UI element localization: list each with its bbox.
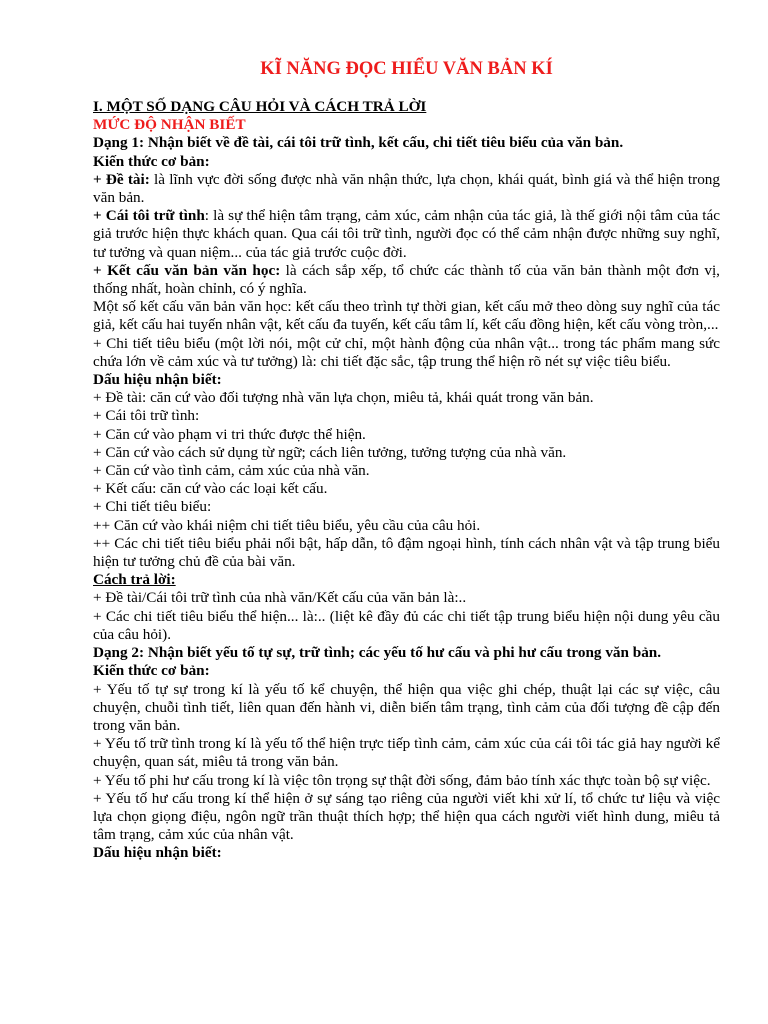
list-item: + Căn cứ vào phạm vi tri thức được thể hiện. (93, 425, 366, 443)
basic-knowledge-heading: Kiến thức cơ bản: (93, 152, 210, 170)
type1-heading: Dạng 1: Nhận biết về đề tài, cái tôi trữ tình, kết cấu, chi tiết tiêu biểu của văn bản. (93, 134, 624, 152)
level-label: MỨC ĐỘ NHẬN BIẾT (93, 116, 246, 134)
lyrical-self-paragraph (93, 207, 720, 262)
lyrical-self-text: : là sự thể hiện tâm trạng, cảm xúc, cảm nhận của tác giả, là thế giới nội tâm của tác giả trước hiện thực khách quan. Qua cái tôi trữ tình, người đọc có thể cảm nhận được những suy nghĩ, tư tưởng và quan niệm... của tác giả trước cuộc đời. (93, 207, 720, 261)
how-to-answer-heading: Cách trả lời: (93, 571, 176, 589)
list-item: ++ Căn cứ vào khái niệm chi tiết tiêu biểu, yêu cầu của câu hỏi. (93, 516, 481, 534)
lyrical-self-label: + Cái tôi trữ tình (93, 207, 205, 225)
signs-heading: Dấu hiệu nhận biết: (93, 371, 222, 389)
list-item: + Yếu tố tự sự trong kí là yếu tố kể chuyện, thể hiện qua việc ghi chép, thuật lại các sự việc, câu chuyện, chuỗi tình tiết, liên quan đến hành vi, diễn biến tâm trạng, tình cảm của đối tượng đề cập đến trong văn bản. (93, 680, 720, 734)
list-item: + Đề tài/Cái tôi trữ tình của nhà văn/Kết cấu của văn bản là:.. (93, 589, 467, 607)
signs-heading: Dấu hiệu nhận biết: (93, 844, 222, 862)
structure-types-paragraph: Một số kết cấu văn bản văn học: kết cấu theo trình tự thời gian, kết cấu mở theo dòng suy nghĩ của tác giả, kết cấu hai tuyến nhân vật, kết cấu đa tuyến, kết cấu tâm lí, kết cấu đồng hiện, kết cấu vòng tròn,... (93, 298, 720, 334)
list-item: + Các chi tiết tiêu biểu thể hiện... là:.. (liệt kê đầy đủ các chi tiết tập trung biểu hiện nội dung yêu cầu của câu hỏi). (93, 607, 720, 643)
topic-paragraph (93, 171, 720, 207)
list-item: + Căn cứ vào cách sử dụng từ ngữ; cách liên tưởng, tưởng tượng của nhà văn. (93, 443, 567, 461)
type2-heading: Dạng 2: Nhận biết yếu tố tự sự, trữ tình; các yếu tố hư cấu và phi hư cấu trong văn bản. (93, 644, 662, 662)
list-item: + Kết cấu: căn cứ vào các loại kết cấu. (93, 480, 328, 498)
topic-label: + Đề tài: (93, 170, 150, 188)
document-title: KĨ NĂNG ĐỌC HIỂU VĂN BẢN KÍ (260, 59, 553, 79)
list-item: + Căn cứ vào tình cảm, cảm xúc của nhà văn. (93, 462, 370, 480)
topic-text: là lĩnh vực đời sống được nhà văn nhận thức, lựa chọn, khái quát, bình giá và thể hiện trong văn bản. (93, 170, 720, 207)
basic-knowledge-heading: Kiến thức cơ bản: (93, 662, 210, 680)
list-item: + Yếu tố trữ tình trong kí là yếu tố thể hiện trực tiếp tình cảm, cảm xúc của cái tôi tác giả hay người kể chuyện, quan sát, miêu tả trong văn bản. (93, 735, 720, 771)
list-item: + Yếu tố phi hư cấu trong kí là việc tôn trọng sự thật đời sống, đảm bảo tính xác thực toàn bộ sự việc. (93, 771, 711, 789)
list-item: + Yếu tố hư cấu trong kí thể hiện ở sự sáng tạo riêng của người viết khi xử lí, tổ chức tư liệu và việc lựa chọn giọng điệu, ngôn ngữ trần thuật thích hợp; thể hiện qua cách người viết hình dung, miêu tả tâm trạng, cảm xúc của nhân vật. (93, 789, 720, 844)
section-heading: I. MỘT SỐ DẠNG CÂU HỎI VÀ CÁCH TRẢ LỜI (93, 98, 427, 115)
list-item: + Chi tiết tiêu biểu: (93, 498, 212, 516)
structure-text: là cách sắp xếp, tổ chức các thành tố của văn bản thành một đơn vị, thống nhất, hoàn chỉnh, có ý nghĩa. (93, 261, 720, 298)
structure-label: + Kết cấu văn bản văn học: (93, 261, 281, 279)
detail-paragraph: + Chi tiết tiêu biểu (một lời nói, một cử chỉ, một hành động của nhân vật... trong tác phẩm mang sức chứa lớn về cảm xúc và tư tưởng) là: chi tiết đặc sắc, tập trung thể hiện rõ nét sự việc tiêu biểu. (93, 334, 720, 370)
list-item: + Cái tôi trữ tình: (93, 407, 200, 425)
structure-paragraph (93, 262, 720, 298)
list-item: + Đề tài: căn cứ vào đối tượng nhà văn lựa chọn, miêu tả, khái quát trong văn bản. (93, 389, 594, 407)
list-item: ++ Các chi tiết tiêu biểu phải nổi bật, hấp dẫn, tô đậm ngoại hình, tính cách nhân vật và tập trung biểu hiện tư tưởng chủ đề của bài văn. (93, 534, 720, 571)
